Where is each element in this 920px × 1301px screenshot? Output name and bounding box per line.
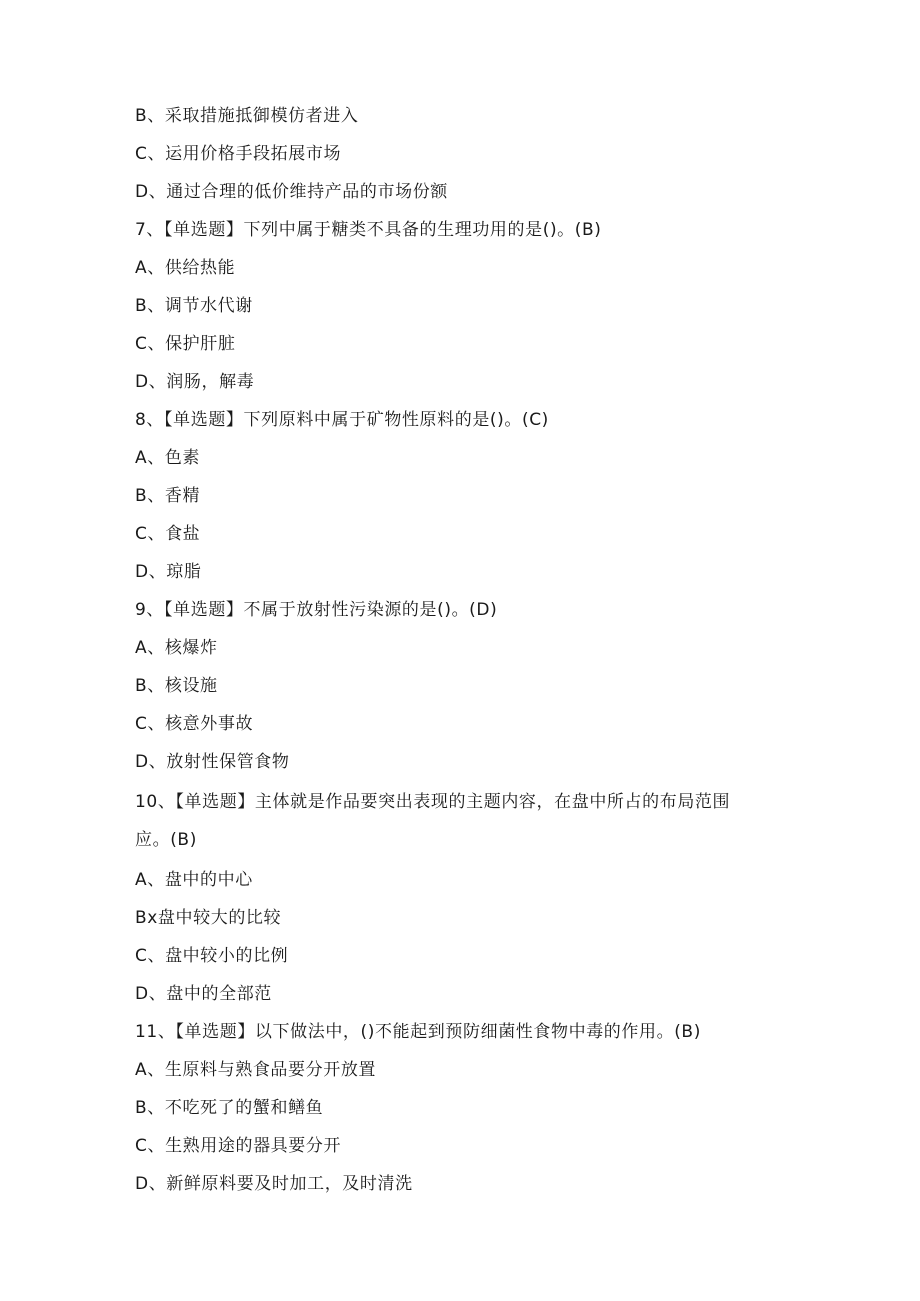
option-a-q11: A、生原料与熟食品要分开放置	[135, 1060, 377, 1080]
option-b-q10: Bx盘中较大的比较	[135, 908, 282, 928]
option-c-q9: C、核意外事故	[135, 714, 254, 734]
question-8: 8、【单选题】下列原料中属于矿物性原料的是()。(C)	[135, 410, 549, 430]
question-10: 10、【单选题】主体就是作品要突出表现的主题内容，在盘中所占的布局范围	[135, 792, 731, 812]
option-a-q9: A、核爆炸	[135, 638, 218, 658]
option-d-q10: D、盘中的全部范	[135, 984, 272, 1004]
option-c-q8: C、食盐	[135, 524, 201, 544]
question-9: 9、【单选题】不属于放射性污染源的是()。(D)	[135, 600, 498, 620]
question-7: 7、【单选题】下列中属于糖类不具备的生理功用的是()。(B)	[135, 220, 602, 240]
option-c-q10: C、盘中较小的比例	[135, 946, 289, 966]
option-d-q7: D、润肠，解毒	[135, 372, 255, 392]
option-a-q7: A、供给热能	[135, 258, 236, 278]
option-b-q7: B、调节水代谢	[135, 296, 253, 316]
option-d-q6: D、通过合理的低价维持产品的市场份额	[135, 182, 448, 202]
option-b-q9: B、核设施	[135, 676, 218, 696]
option-d-q9: D、放射性保管食物	[135, 752, 290, 772]
option-b-q6: B、采取措施抵御模仿者进入	[135, 106, 359, 126]
question-10-continued: 应。(B)	[135, 830, 197, 850]
option-c-q7: C、保护肝脏	[135, 334, 236, 354]
question-11: 11、【单选题】以下做法中，()不能起到预防细菌性食物中毒的作用。(B)	[135, 1022, 701, 1042]
option-c-q6: C、运用价格手段拓展市场	[135, 144, 342, 164]
option-a-q8: A、色素	[135, 448, 201, 468]
option-b-q8: B、香精	[135, 486, 201, 506]
option-d-q11: D、新鲜原料要及时加工，及时清洗	[135, 1174, 413, 1194]
option-d-q8: D、琼脂	[135, 562, 202, 582]
option-a-q10: A、盘中的中心	[135, 870, 253, 890]
option-c-q11: C、生熟用途的器具要分开	[135, 1136, 342, 1156]
option-b-q11: B、不吃死了的蟹和鳝鱼	[135, 1098, 324, 1118]
